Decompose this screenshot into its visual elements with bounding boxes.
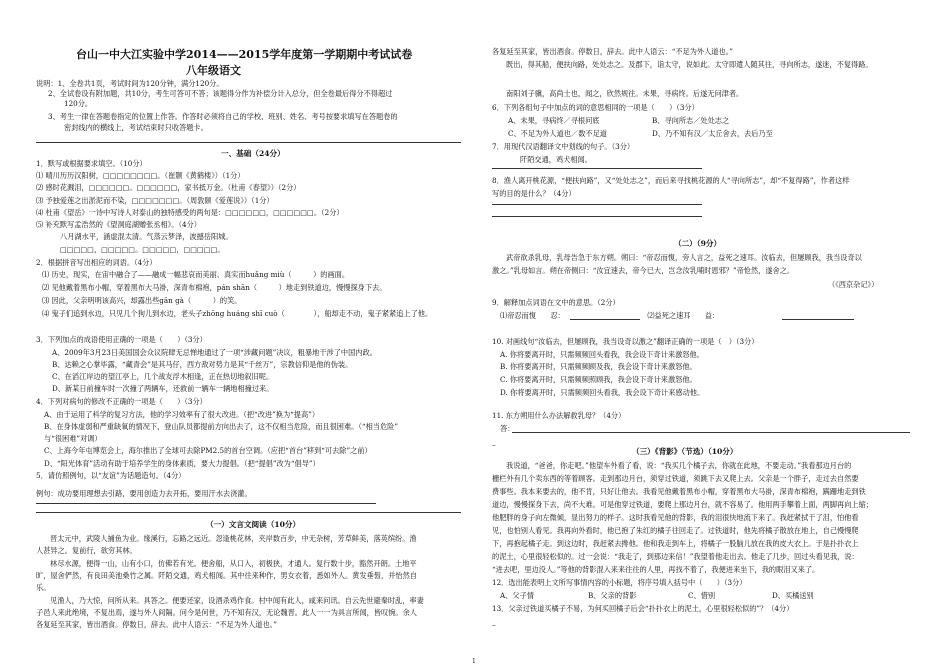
right-text-line: – <box>492 440 496 449</box>
left-text-line: 乐。 <box>36 583 51 592</box>
right-text-line: C、惜别 <box>688 591 716 600</box>
left-text-line: A、2009年3月23日美国国会众议院肆无忌惮地通过了一项“涉藏问题”决议，粗暴地干涉了中国内政。 <box>52 348 377 357</box>
right-text-line: 10. 对画线句“汝临去，但屡顾我，我当设奇以激之”翻译正确的一项是（ ）（3分） <box>492 337 759 346</box>
left-text-line: ⑴ 晴川历历汉阳树，□□□□□□□□。（崔颢《黄鹤楼》）（1分） <box>36 171 245 180</box>
left-text-line: C、在滔江岸边的望江亭上，几个战友浮木相逢，正在热切地叙旧呢。 <box>52 372 274 381</box>
right-text-line: A、父子情 <box>500 591 534 600</box>
right-text-line: 既出，得其船，便扶向路，处处志之。及郡下，诣太守，说如此。太守即遣人随其往，寻向所志，遂迷，不复得路。 <box>506 60 873 69</box>
right-text-line: 武帝欲杀乳母，乳母告急于东方朔。朔曰：“帝忍而愎，旁人言之，益死之速耳。汝临去，但屡顾我，我当设奇以 <box>506 253 862 262</box>
left-text-line: 见渔人，乃大惊，问所从来。具答之。便要还家，设酒杀鸡作食。村中闻有此人，咸来问讯。自云先世避秦时乱，率妻 <box>50 596 424 605</box>
left-text-line: 3．下列加点的成语使用正确的一项是（ ）（3分） <box>36 335 207 344</box>
left-text-line: 与“很困难”对调） <box>44 434 102 443</box>
right-text-line: （二）（9分） <box>674 239 722 248</box>
left-text-line: ⑴ 历史，现实，在宙中融合了——融成一幅悲哀而美丽、真实而huǎng miù（ ）的画面。 <box>42 270 350 279</box>
right-text-line: D、乃不知有汉／太丘舍去，去后乃至 <box>652 129 773 138</box>
right-text-line: ⑴帝忍而愎 忍： ⑵益死之速耳 益： <box>500 311 720 320</box>
left-text-line: 密封线内的横线上，考试结束时只收答题卡。 <box>64 123 208 132</box>
left-text-line: 120分。 <box>64 99 93 108</box>
left-text-line: 2、全试卷设有附加题，共10分，考生可答可不答；该题得分作为补偿分计入总分，但全卷最后得分不得超过 <box>48 89 393 98</box>
left-text-line: 晋太元中，武陵人捕鱼为业。缘溪行，忘路之远近。忽逢桃花林，夹岸数百步，中无杂树，芳草鲜美，落英缤纷。渔 <box>50 534 417 543</box>
right-text-line: 见，也怕别人看见。我再向外看时，他已抱了朱红的橘子往回走了。过铁道时，他先将橘子散放在地上，自己慢慢爬 <box>492 526 859 535</box>
right-text-line: 栅栏外有几个卖东西的等着顾客。走到那边月台，须穿过铁道，须跳下去又爬上去。父亲是一个胖子，走过去自然要 <box>492 474 859 483</box>
left-text-line: ⑵ 见他戴着黑布小帽，穿着黑布大马褂，深青布棉袍，pán shān（ ）地走到铁道边，慢慢探身下去。 <box>42 283 387 292</box>
left-text-line: 八月湖水平，涵虚混太清。气蒸云梦泽，波撼岳阳城。 <box>60 232 233 241</box>
right-text-line: 13．父亲过铁道买橘子不易，为何买回橘子后会“扑扑衣上的泥土，心里很轻松似的”？（4分） <box>492 604 794 613</box>
right-text-line: （《西京杂记》） <box>828 280 879 289</box>
right-text-line: A. 你将要离开时，只需频频回头看我，我会设下奇计来激怒他。 <box>500 350 704 359</box>
right-text-line: D. 你将要离开时，只需频频回头看我，我会设下奇计来感动他。 <box>500 388 705 397</box>
answer-blank[interactable] <box>492 216 702 217</box>
right-text-line: 他肥胖的身子向左微倾，显出努力的样子。这时我看见他的背影，我的泪很快地流下来了。我赶紧拭干了泪，怕他看 <box>492 513 859 522</box>
right-text-line: 我说道，“爸爸，你走吧。”他望车外看了看，说：“我买几个橘子去，你就在此地，不要走动。”我看那边月台的 <box>506 461 852 470</box>
right-text-line: 8．渔人离开桃花源，“便扶向路”，又“处处志之”，而后来寻找桃花源的人“寻向所志”，却“不复得路”，作者这样 <box>492 176 850 185</box>
right-text-line: 答： <box>500 424 515 433</box>
page-number: 1 <box>472 658 476 665</box>
answer-blank[interactable] <box>36 503 376 504</box>
left-text-line: ⑶ 予独爱莲之出淤泥而不染，□□□□□□□。（周敦颐《爱莲说》）（1分） <box>36 196 274 205</box>
left-text-line: ⑵ 感时花溅泪，□□□□□□。□□□□□□，家书抵万金。（杜甫《春望》）（2分） <box>36 183 301 192</box>
left-text-line: 3、考生一律在答题卷指定的位置上作答。作答时必须将自己的学校、班别、姓名、考号按要求填写在答题卷的 <box>48 112 398 121</box>
left-text-line: C、上海今年屯博览会上，海尔推出了全球可去除PM2.5的首台空调。（应把“首台”移到“可去除”之前） <box>44 446 372 455</box>
left-text-line: 说明：1、全卷共1页，考试时间为120分钟，满分120分。 <box>36 79 224 88</box>
left-text-line: B、达赖之心掌毕露，“藏青会”是其马仔，西方敌对势力是其“千丝万”，宗教信仰是他的伪装。 <box>52 360 353 369</box>
right-text-line: 各复延至其家，皆出酒食。停数日，辞去。此中人语云：“不足为外人道也。” <box>492 47 733 56</box>
left-text-line: 5．请仿照例句，以“友谊”为话题造句。（4分） <box>36 471 186 480</box>
right-text-line: “进去吧，里边没人。”等他的背影混入来来往往的人里，再找不着了，我便进来坐下，我的眼泪又来了。 <box>492 565 820 574</box>
right-text-line: 费事些。我本来要去的，他不肯，只好让他去。我看见他戴着黑布小帽，穿着黑布大马褂，深青布棉袍，蹒跚地走到铁 <box>492 487 866 496</box>
section-rule <box>36 142 461 143</box>
right-text-line: 激之。”乳母如言。朔在帝侧曰：“汝宜速去，帝今已大，岂念汝乳哺时恩邪？”帝怆然，遂舍之。 <box>492 266 795 275</box>
right-text-line: B. 你将要离开时，只需频频顾及我，我会设下奇计来激怒他。 <box>500 362 697 371</box>
right-text-line: 9．解释加点词语在文中的意思。（2分） <box>492 298 620 307</box>
right-text-line: 的泥土，心里很轻松似的。过一会说：“我走了，到那边来信！”我望着他走出去。他走了几步，回过头看见我，说： <box>492 552 859 561</box>
answer-blank[interactable] <box>782 319 854 320</box>
right-text-line: 写的目的是什么？（4分） <box>492 189 576 198</box>
right-text-line: （三）《背影》（节选）（10分） <box>632 447 738 456</box>
left-text-line: 子邑人来此绝境，不复出焉，遂与外人间隔。问今是何世，乃不知有汉，无论魏晋。此人一一为具言所闻，皆叹惋。余人 <box>36 608 417 617</box>
left-text-line: □□□□□，□□□□□。□□□□□，□□□□□。 <box>60 245 225 254</box>
left-text-line: ⑶ 因此，父亲明明该高兴，却露出些gān gà（ ）的笑。 <box>42 296 242 305</box>
right-text-line: B、父亲的背影 <box>588 591 637 600</box>
left-text-line: 1．默写或根据要求填空。（10分） <box>36 159 147 168</box>
left-text-line: B、在身体虚弱和严重缺氧的情况下，登山队员都提前方向出去了，这不仅相当危险，而且很困难。（“相当危险” <box>44 422 399 431</box>
left-text-line: ⑷ 杜甫《望岳》一诗中写诗人对泰山的独特感受的两句是：□□□□□□，□□□□□□。（2分） <box>36 208 344 217</box>
left-text-line: 旷，屋舍俨然，有良田美池桑竹之属。阡陌交通，鸡犬相闻。其中往来种作，男女衣着，悉如外人。黄发垂髫，并怡然自 <box>36 571 417 580</box>
left-text-line: D、新某日前撞车时一次撞了两辆车，还救前一辆车一辆地相撞过来。 <box>52 384 274 393</box>
right-text-line: A、未果，寻病终／寻根问底 <box>508 116 600 125</box>
answer-blank[interactable] <box>512 432 910 433</box>
left-text-line: A、由于运用了科学的复习方法，他的学习效率有了很大改进。（把“改进”换为“提高”） <box>44 410 320 419</box>
section-rule <box>36 512 461 513</box>
left-text-line: 八年级语文 <box>186 64 241 77</box>
left-text-line: 例句：成功要用理想去引路，要用创造力去开拓，要用汗水去浇灌。 <box>36 489 252 498</box>
answer-blank[interactable] <box>570 319 640 320</box>
right-text-line: D、买橘送别 <box>772 591 814 600</box>
right-text-line: 道边，慢慢探身下去，尚不大难。可是他穿过铁道，要爬上那边月台，就不容易了。他用两手攀着上面，两脚再向上缩； <box>492 500 873 509</box>
left-text-line: 台山一中大江实验中学2014——2015学年度第一学期期中考试试卷 <box>76 48 413 61</box>
left-text-line: 各复延至其家，皆出酒食。停数日，辞去。此中人语云：“不足为外人道也。” <box>36 620 277 629</box>
answer-blank[interactable] <box>492 168 702 169</box>
left-text-line: D、“阳光体育”活动有助于培养学生的身体素质，要大力提倡。（把“提倡”改为“倡导”） <box>44 459 320 468</box>
answer-blank[interactable] <box>492 204 702 205</box>
right-text-line: 7．用现代汉语翻译文中划线的句子。（3分） <box>492 142 635 151</box>
right-text-line: C. 你将要离开时，只需频频照顾我，我会设下奇计来激怒他。 <box>500 375 697 384</box>
right-text-line: 南阳刘子骥，高尚士也，闻之，欣然规往。未果，寻病终。后遂无问津者。 <box>506 89 744 98</box>
left-text-line: 人甚异之。复前行，欲穷其林。 <box>36 546 137 555</box>
left-text-line: （一）文言文阅读（10分） <box>206 520 301 529</box>
left-text-line: 一、基础（24分） <box>221 149 285 158</box>
left-text-line: 林尽水源，便得一山，山有小口，仿佛若有光。便舍船，从口入，初极狭，才通人。复行数十步，豁然开朗。土地平 <box>50 559 417 568</box>
right-text-line: 6．下列各组句子中加点的词的意思相同的一项是（ ）（3分） <box>492 103 699 112</box>
right-text-line: 下，再抱起橘子走。到这边时，我赶紧去搀他。他和我走到车上，将橘子一股脑儿放在我的皮大衣上。于是扑扑衣上 <box>492 539 859 548</box>
left-text-line: ⑸ 补充默写孟浩然的《望洞庭湖赠张丞相》。（4分） <box>36 220 201 229</box>
right-text-line: 阡陌交通，鸡犬相闻。 <box>520 155 592 164</box>
right-text-line: C、不足为外人道也／数不足道 <box>508 129 607 138</box>
left-text-line: 4．下列对病句的修改不正确的一项是（ ）（3分） <box>36 397 207 406</box>
right-text-line: 12．选出能表明上文所写事情内容的小标题，将序号填入括号中（ ）（3分） <box>492 578 747 587</box>
left-text-line: 2．根据拼音写出相应的词语。（4分） <box>36 258 157 267</box>
right-text-line: – <box>492 620 496 629</box>
left-text-line: ⑷ 鬼子们追到水边，只见几个狗儿到水边，老头子zhōng huáng shī cuò（ ），船却走不动，鬼子紧紧追上了他。 <box>42 309 433 318</box>
right-text-line: 11. 东方朔用什么办法解救乳母？（4分） <box>492 411 626 420</box>
right-text-line: B、寻向所志／处处志之 <box>652 116 730 125</box>
